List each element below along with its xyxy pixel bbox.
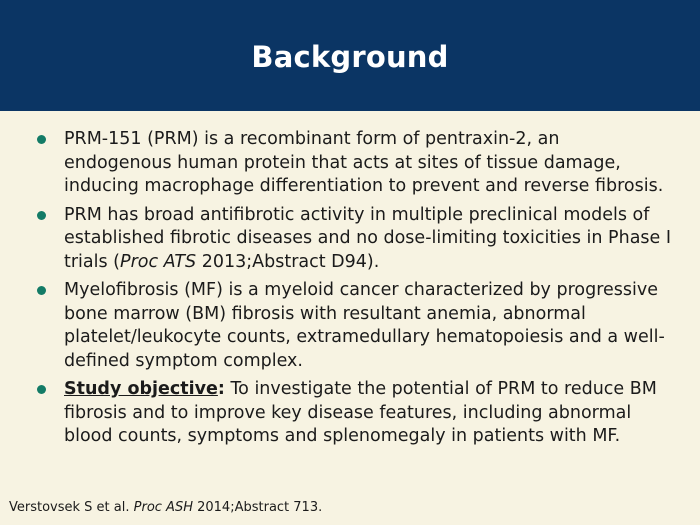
bullet-dot-icon bbox=[37, 211, 46, 220]
bullet-text: PRM has broad antifibrotic activity in multiple preclinical models of established fibrotic diseases and no dose-limiting toxicities in Phase I trials ( bbox=[64, 204, 672, 272]
bullet-text: To investigate the potential of PRM to reduce BM fibrosis and to improve key disease features, including abnormal blood counts, symptoms and splenomegaly in patients with MF. bbox=[64, 379, 657, 446]
bullet-text-suffix: 2013;Abstract D94). bbox=[196, 251, 380, 272]
slide-title: Background bbox=[251, 40, 449, 74]
bullet-item bbox=[32, 378, 672, 449]
bullet-item bbox=[32, 128, 672, 199]
slide-header bbox=[0, 0, 700, 111]
study-objective-colon: : bbox=[217, 379, 225, 399]
citation-journal: Proc ASH bbox=[133, 500, 193, 515]
bullet-text: PRM-151 (PRM) is a recombinant form of pentraxin-2, an endogenous human protein that acts at sites of tissue damage, inducing macrophage differentiation to prevent and reverse fibrosis. bbox=[64, 129, 664, 196]
bullet-list bbox=[32, 128, 672, 454]
bullet-item bbox=[32, 279, 672, 373]
bullet-item bbox=[32, 204, 672, 275]
bullet-text: Myelofibrosis (MF) is a myeloid cancer characterized by progressive bone marrow (BM) fibrosis with resultant anemia, abnormal platelet/leukocyte counts, extramedullary hematopoiesis and a well-defined symptom complex. bbox=[64, 280, 665, 371]
bullet-dot-icon bbox=[37, 385, 46, 394]
bullet-dot-icon bbox=[37, 286, 46, 295]
study-objective-label: Study objective bbox=[64, 379, 218, 399]
citation-authors: Verstovsek S et al. bbox=[9, 500, 134, 515]
journal-name: Proc ATS bbox=[120, 251, 197, 272]
bullet-dot-icon bbox=[37, 135, 46, 144]
citation bbox=[9, 499, 322, 517]
citation-details: 2014;Abstract 713. bbox=[192, 500, 323, 515]
